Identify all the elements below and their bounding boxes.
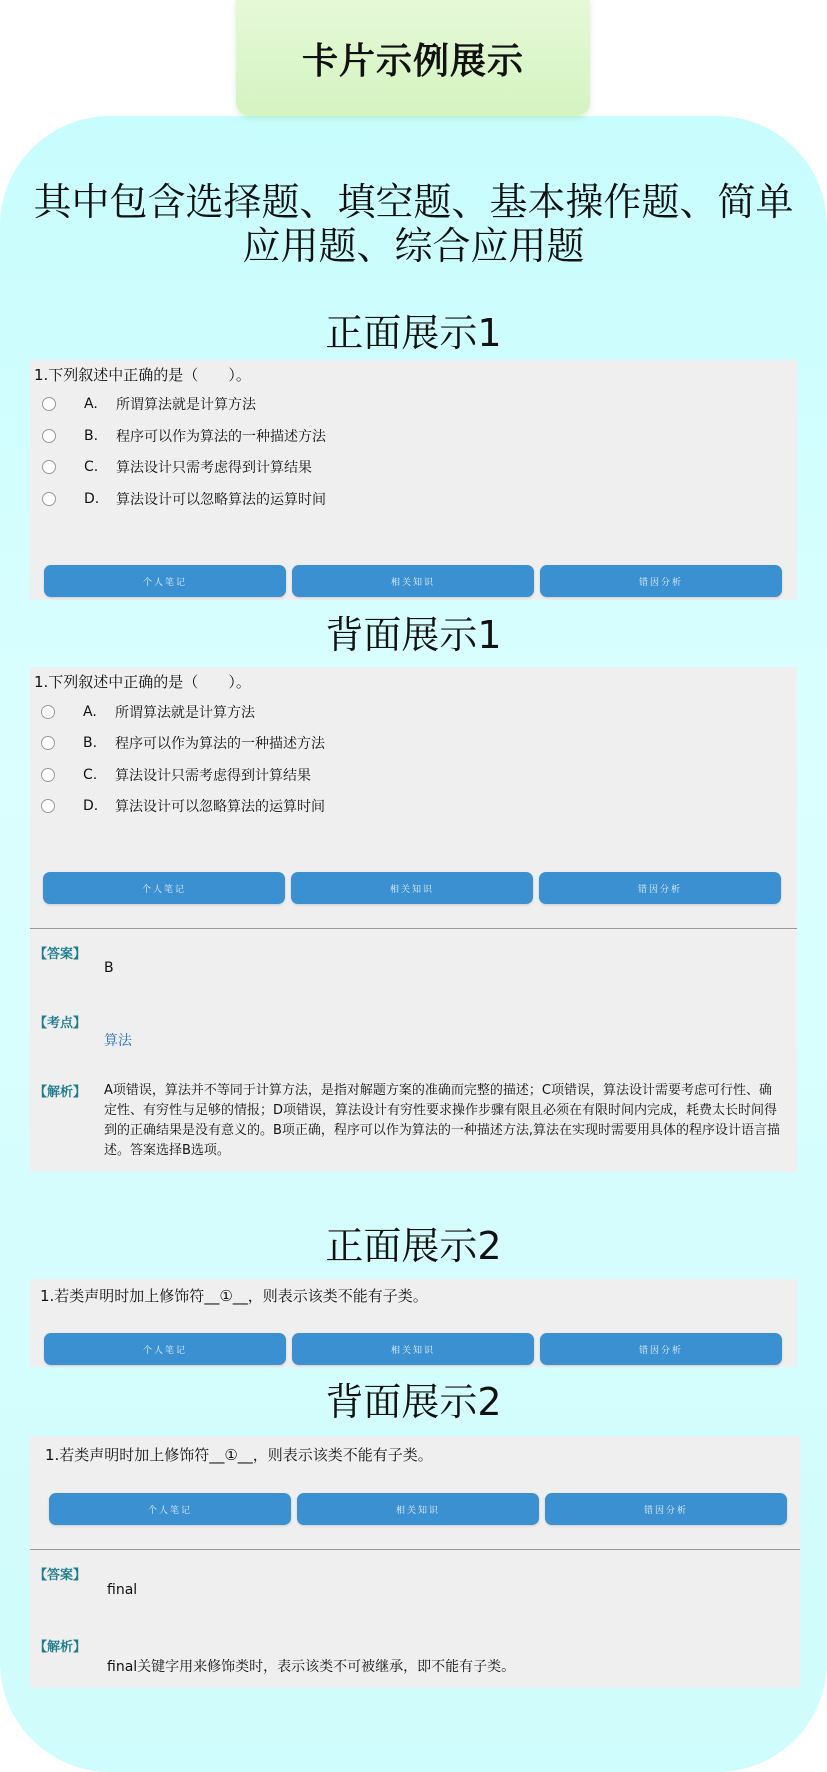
answer-value: final: [107, 1582, 138, 1598]
radio-icon[interactable]: [41, 768, 55, 782]
divider: [30, 1549, 800, 1550]
back1-card: [30, 667, 797, 1172]
radio-icon[interactable]: [42, 397, 56, 411]
divider: [30, 928, 797, 929]
intro-text: 其中包含选择题、填空题、基本操作题、简单应用题、综合应用题: [33, 180, 794, 268]
question-text: 1.若类声明时加上修饰符__①__，则表示该类不能有子类。: [40, 1287, 428, 1305]
question-text: 1.下列叙述中正确的是（ ）。: [34, 366, 251, 384]
error-analysis-button[interactable]: 错因分析: [540, 565, 782, 597]
related-knowledge-button[interactable]: 相关知识: [291, 872, 533, 904]
option-c[interactable]: C. 算法设计只需考虑得到计算结果: [41, 765, 311, 785]
error-analysis-button[interactable]: 错因分析: [540, 1333, 782, 1365]
related-knowledge-button[interactable]: 相关知识: [292, 1333, 534, 1365]
page-title: 卡片示例展示: [301, 40, 524, 82]
radio-icon[interactable]: [41, 799, 55, 813]
analysis-text: A项错误，算法并不等同于计算方法，是指对解题方案的准确而完整的描述；C项错误，算法设计需要考虑可行性、确定性、有穷性与足够的情报；D项错误，算法设计有穷性要求操作步骤有限且必须在有限时间内完成，耗费太长时间得到的正确结果是没有意义的。B项正确，程序可以作为算法的一种描述方法,算法在实现时需要用具体的程序设计语言描述。答案选择B选项。: [104, 1083, 781, 1158]
analysis-label: 【解析】: [34, 1640, 87, 1655]
personal-notes-button[interactable]: 个人笔记: [44, 565, 286, 597]
analysis-label: 【解析】: [34, 1085, 87, 1100]
radio-icon[interactable]: [42, 460, 56, 474]
back2-heading: 背面展示2: [325, 1380, 502, 1424]
error-analysis-button[interactable]: 错因分析: [545, 1493, 787, 1525]
personal-notes-button[interactable]: 个人笔记: [43, 872, 285, 904]
related-knowledge-button[interactable]: 相关知识: [292, 565, 534, 597]
back1-heading: 背面展示1: [325, 613, 502, 657]
option-b[interactable]: B. 程序可以作为算法的一种描述方法: [42, 426, 326, 446]
front1-heading: 正面展示1: [325, 311, 502, 355]
option-c[interactable]: C. 算法设计只需考虑得到计算结果: [42, 457, 312, 477]
option-b[interactable]: B. 程序可以作为算法的一种描述方法: [41, 733, 325, 753]
back2-card: [30, 1436, 800, 1688]
question-text: 1.若类声明时加上修饰符__①__，则表示该类不能有子类。: [45, 1446, 433, 1464]
option-d[interactable]: D. 算法设计可以忽略算法的运算时间: [42, 489, 326, 509]
personal-notes-button[interactable]: 个人笔记: [49, 1493, 291, 1525]
radio-icon[interactable]: [41, 705, 55, 719]
front2-card: [30, 1279, 797, 1367]
question-text: 1.下列叙述中正确的是（ ）。: [34, 673, 251, 691]
related-knowledge-button[interactable]: 相关知识: [297, 1493, 539, 1525]
personal-notes-button[interactable]: 个人笔记: [44, 1333, 286, 1365]
radio-icon[interactable]: [42, 429, 56, 443]
option-a[interactable]: A. 所谓算法就是计算方法: [42, 394, 256, 414]
title-card: [236, 0, 590, 116]
front1-card: [30, 360, 797, 600]
answer-label: 【答案】: [34, 1568, 87, 1583]
answer-value: B: [104, 960, 114, 976]
front2-heading: 正面展示2: [325, 1224, 502, 1268]
radio-icon[interactable]: [41, 736, 55, 750]
answer-label: 【答案】: [34, 947, 87, 962]
knowledge-point-link[interactable]: 算法: [104, 1033, 132, 1049]
option-a[interactable]: A. 所谓算法就是计算方法: [41, 702, 255, 722]
radio-icon[interactable]: [42, 492, 56, 506]
error-analysis-button[interactable]: 错因分析: [539, 872, 781, 904]
point-label: 【考点】: [34, 1016, 87, 1031]
option-d[interactable]: D. 算法设计可以忽略算法的运算时间: [41, 796, 325, 816]
analysis-text: final关键字用来修饰类时，表示该类不可被继承，即不能有子类。: [107, 1659, 516, 1675]
